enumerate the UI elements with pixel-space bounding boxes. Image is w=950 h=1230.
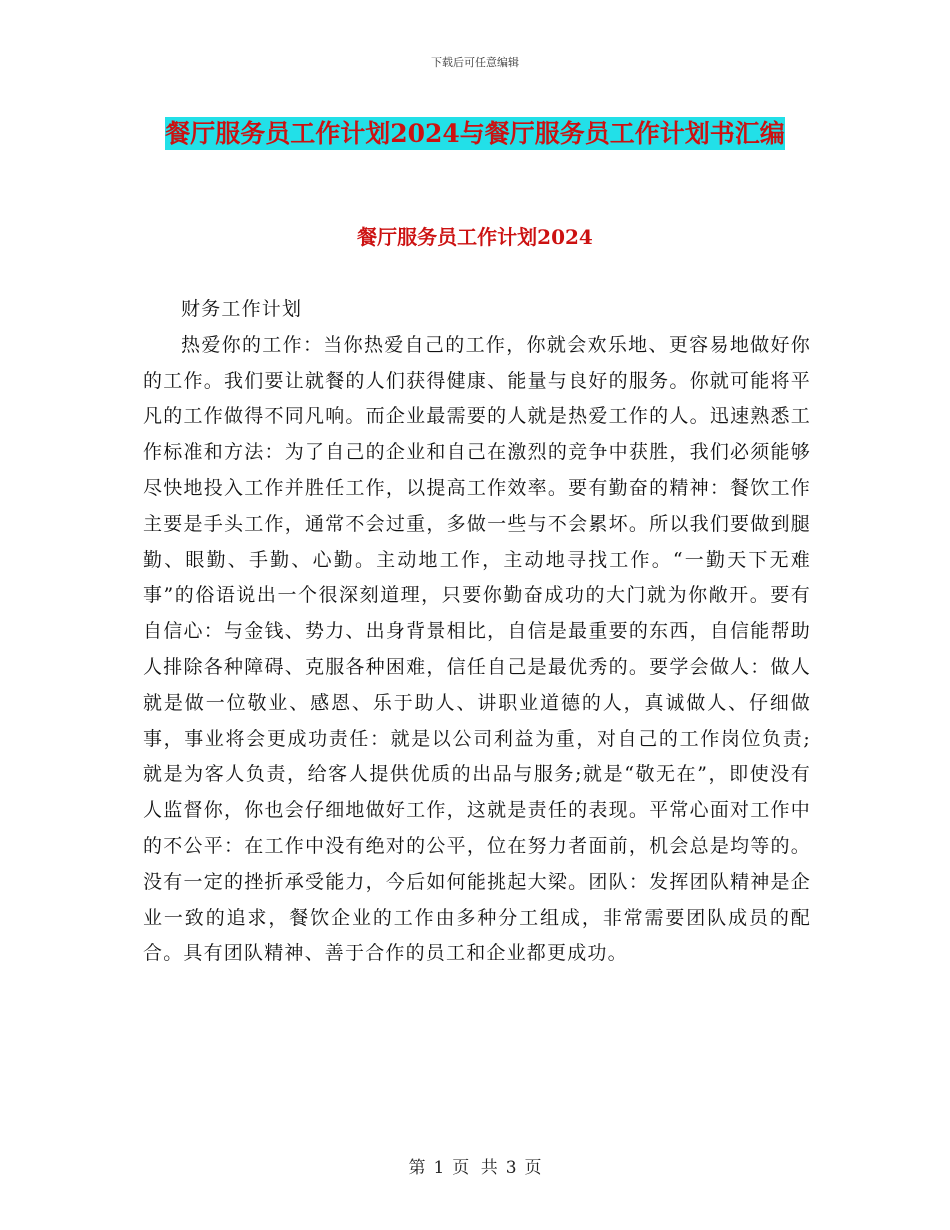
- footer-total-pages: 3: [505, 1158, 517, 1178]
- footer-suffix: 页: [524, 1158, 542, 1178]
- paragraph-body: 热爱你的工作：当你热爱自己的工作，你就会欢乐地、更容易地做好你的工作。我们要让就餐的人们获得健康、能量与良好的服务。你就可能将平凡的工作做得不同凡响。而企业最需要的人就是热爱工作的人。迅速熟悉工作标准和方法：为了自己的企业和自己在激烈的竞争中获胜，我们必须能够尽快地投入工作并胜任工作，以提高工作效率。要有勤奋的精神：餐饮工作主要是手头工作，通常不会过重，多做一些与不会累坏。所以我们要做到腿勤、眼勤、手勤、心勤。主动地工作，主动地寻找工作。“一勤天下无难事”的俗语说出一个很深刻道理，只要你勤奋成功的大门就为你敞开。要有自信心：与金钱、势力、出身背景相比，自信是最重要的东西，自信能帮助人排除各种障碍、克服各种困难，信任自己是最优秀的。要学会做人：做人就是做一位敬业、感恩、乐于助人、讲职业道德的人，真诚做人、仔细做事，事业将会更成功责任：就是以公司利益为重，对自己的工作岗位负责;就是为客人负责，给客人提供优质的出品与服务;就是“敬无在”，即使没有人监督你，你也会仔细地做好工作，这就是责任的表现。平常心面对工作中的不公平：在工作中没有绝对的公平，位在努力者面前，机会总是均等的。没有一定的挫折承受能力，今后如何能挑起大梁。团队：发挥团队精神是企业一致的追求，餐饮企业的工作由多种分工组成，非常需要团队成员的配合。具有团队精神、善于合作的员工和企业都更成功。: [143, 333, 811, 965]
- section-title: 餐厅服务员工作计划2024: [357, 225, 593, 249]
- footer-mid: 页 共: [452, 1158, 498, 1178]
- paragraph-heading: 财务工作计划: [181, 298, 303, 320]
- page-footer: [0, 1153, 950, 1178]
- document-title-text: 餐厅服务员工作计划2024与餐厅服务员工作计划书汇编: [165, 119, 785, 148]
- document-title: [140, 110, 810, 158]
- footer-prefix: 第: [408, 1158, 426, 1178]
- page-header-note: 下载后可任意编辑: [431, 56, 519, 69]
- footer-current-page: 1: [433, 1158, 445, 1178]
- document-body: [143, 292, 811, 972]
